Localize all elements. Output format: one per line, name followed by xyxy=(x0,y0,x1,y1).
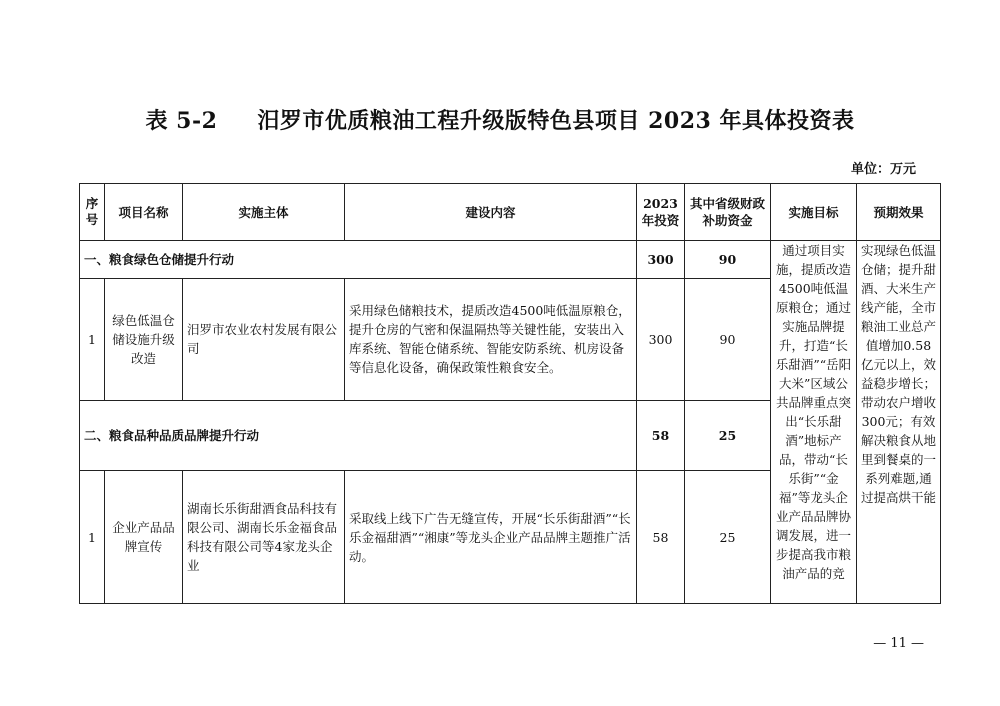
header-seq: 序号 xyxy=(80,184,105,241)
header-content: 建设内容 xyxy=(345,184,637,241)
goal-cell xyxy=(771,241,857,604)
row-investment: 58 xyxy=(637,471,685,604)
row-entity: 湖南长乐街甜酒食品科技有限公司、湖南长乐金福食品科技有限公司等4家龙头企业 xyxy=(183,471,345,604)
row-investment: 300 xyxy=(637,278,685,401)
section-title: 二、粮食品种品质品牌提升行动 xyxy=(80,401,637,471)
effect-cell xyxy=(857,241,941,604)
page-title xyxy=(0,104,1000,135)
unit-label: 单位：万元 xyxy=(850,162,916,177)
table-title: 汨罗市优质粮油工程升级版特色县项目 2023 年具体投资表 xyxy=(257,108,855,134)
section-title: 一、粮食绿色仓储提升行动 xyxy=(80,241,637,279)
row-subsidy: 90 xyxy=(685,278,771,401)
page-number: — 11 — xyxy=(873,636,924,651)
row-seq: 1 xyxy=(80,278,105,401)
effect-text: 实现绿色低温仓储；提升甜酒、大米生产线产能，全市粮油工业总产值增加0.58亿元以上，效益稳步增长；带动农户增收300元；有效解决粮食从地里到餐桌的一系列难题,通过提高烘干能 xyxy=(861,243,936,505)
section-investment: 58 xyxy=(637,401,685,471)
row-content: 采取线上线下广告无缝宣传，开展“长乐街甜酒”“长乐金福甜酒”“湘康”等龙头企业产品品牌主题推广活动。 xyxy=(345,471,637,604)
header-goal: 实施目标 xyxy=(771,184,857,241)
row-project: 企业产品品牌宣传 xyxy=(105,471,183,604)
header-entity: 实施主体 xyxy=(183,184,345,241)
investment-table xyxy=(79,183,941,604)
row-seq: 1 xyxy=(80,471,105,604)
goal-text: 通过项目实施，提质改造4500吨低温原粮仓；通过实施品牌提升，打造“长乐甜酒”“岳阳大米”区域公共品牌重点突出“长乐甜酒”地标产品，带动“长乐街”“金福”等龙头企业产品品牌协调发展，进一步提高我市粮油产品的竞 xyxy=(775,243,852,581)
section-investment: 300 xyxy=(637,241,685,279)
header-row xyxy=(80,184,941,241)
row-content: 采用绿色储粮技术，提质改造4500吨低温原粮仓，提升仓房的气密和保温隔热等关键性能，安装出入库系统、智能仓储系统、智能安防系统、机房设备等信息化设备，确保政策性粮食安全。 xyxy=(345,278,637,401)
header-investment: 2023年投资 xyxy=(637,184,685,241)
section-subsidy: 90 xyxy=(685,241,771,279)
table-number: 表 5-2 xyxy=(145,108,218,134)
section-subsidy: 25 xyxy=(685,401,771,471)
row-entity: 汨罗市农业农村发展有限公司 xyxy=(183,278,345,401)
header-project: 项目名称 xyxy=(105,184,183,241)
section-row xyxy=(80,241,941,279)
row-subsidy: 25 xyxy=(685,471,771,604)
header-subsidy: 其中省级财政补助资金 xyxy=(685,184,771,241)
header-effect: 预期效果 xyxy=(857,184,941,241)
row-project: 绿色低温仓储设施升级改造 xyxy=(105,278,183,401)
